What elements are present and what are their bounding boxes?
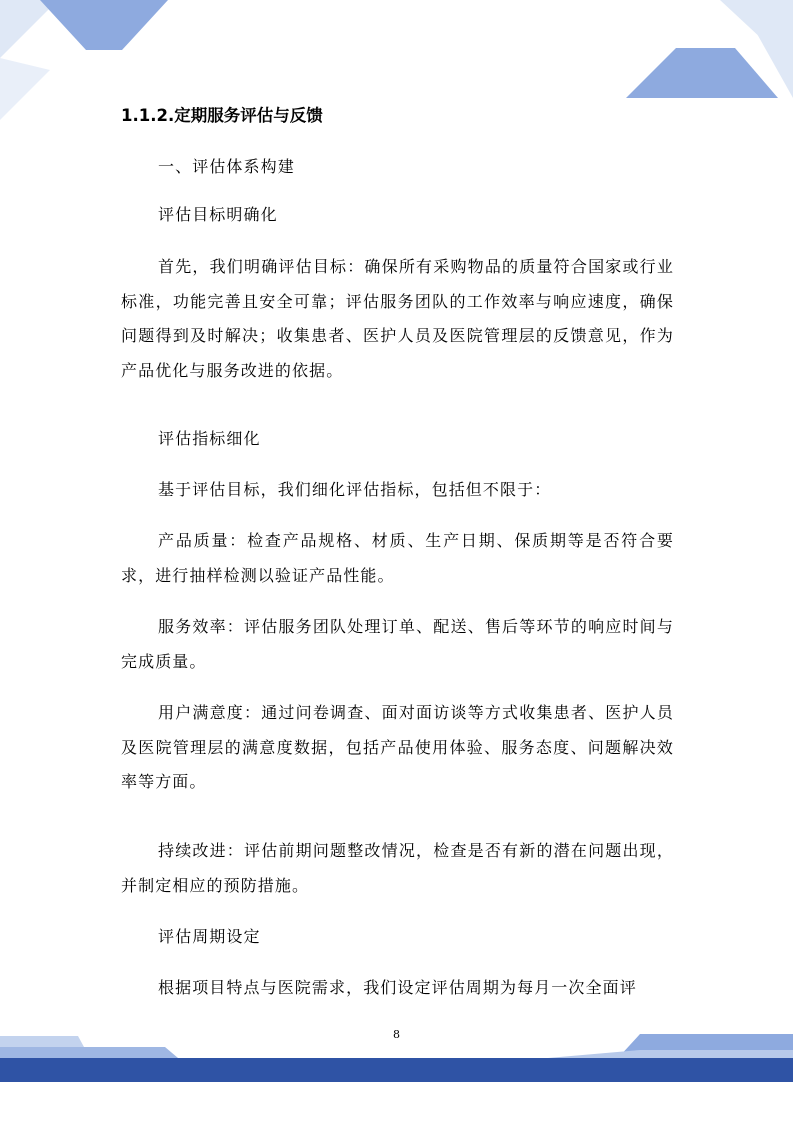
paragraph-subheading-1: 一、评估体系构建 <box>158 157 295 176</box>
paragraph-body-4: 服务效率：评估服务团队处理订单、配送、售后等环节的响应时间与完成质量。 <box>121 617 674 671</box>
section-number: 1.1.2. <box>121 106 175 125</box>
paragraph-subheading-4: 评估周期设定 <box>158 927 261 946</box>
paragraph-body-5: 用户满意度：通过问卷调查、面对面访谈等方式收集患者、医护人员及医院管理层的满意度数据，包括产品使用体验、服务态度、问题解决效率等方面。 <box>121 703 674 791</box>
page-number: 8 <box>393 1028 400 1041</box>
paragraph-body-6: 持续改进：评估前期问题整改情况，检查是否有新的潜在问题出现，并制定相应的预防措施。 <box>121 841 674 895</box>
paragraph-body-2: 基于评估目标，我们细化评估指标，包括但不限于： <box>158 480 552 499</box>
top-right-blue-trapezoid <box>626 48 778 98</box>
paragraph-body-7: 根据项目特点与医院需求，我们设定评估周期为每月一次全面评 <box>158 978 637 997</box>
paragraph-body-3: 产品质量：检查产品规格、材质、生产日期、保质期等是否符合要求，进行抽样检测以验证产品性能。 <box>121 531 674 585</box>
bottom-right-light-band <box>548 1050 793 1058</box>
section-title: 定期服务评估与反馈 <box>174 106 323 125</box>
paragraph-body-1: 首先，我们明确评估目标：确保所有采购物品的质量符合国家或行业标准，功能完善且安全可靠；评估服务团队的工作效率与响应速度，确保问题得到及时解决；收集患者、医护人员及医院管理层的反馈意见，作为产品优化与服务改进的依据。 <box>121 257 674 380</box>
paragraph-subheading-3: 评估指标细化 <box>158 429 261 448</box>
footer-bar <box>0 1058 793 1082</box>
top-left-faint-triangle <box>0 58 50 120</box>
section-heading <box>121 104 323 128</box>
top-left-blue-trapezoid <box>40 0 168 50</box>
bottom-left-mid-band <box>0 1047 178 1058</box>
paragraph-subheading-2: 评估目标明确化 <box>158 205 278 224</box>
